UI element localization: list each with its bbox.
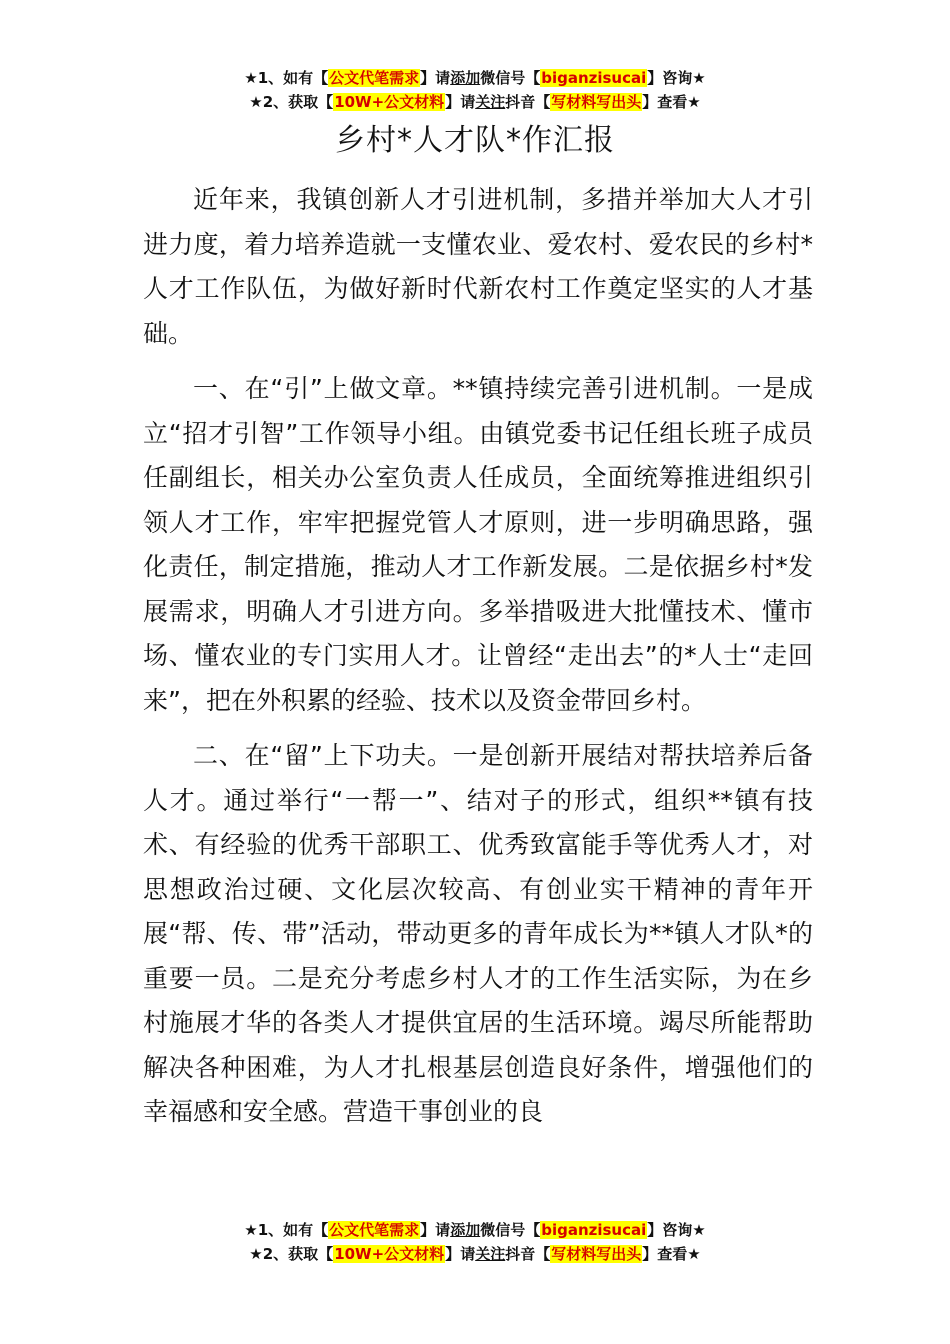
banner-text: 】请	[420, 1221, 451, 1239]
banner-highlight: biganzisucai	[541, 1221, 647, 1239]
banner-underline: 添加	[450, 1221, 481, 1239]
banner-highlight: biganzisucai	[541, 69, 647, 87]
banner-highlight: 公文代笔需求	[329, 69, 420, 87]
banner-highlight: 10W+公文材料	[334, 1245, 445, 1263]
banner-text: 】咨询★	[647, 69, 706, 87]
banner-highlight: 写材料写出头	[551, 1245, 642, 1263]
body-paragraph: 近年来，我镇创新人才引进机制，多措并举加大人才引进力度，着力培养造就一支懂农业、爱农村、爱农民的乡村*人才工作队伍，为做好新时代新农村工作奠定坚实的人才基础。	[143, 185, 813, 348]
banner-text: ★2、获取【	[249, 93, 334, 111]
banner-text: ★1、如有【	[244, 69, 329, 87]
banner-highlight: 公文代笔需求	[329, 1221, 420, 1239]
banner-text: 抖音【	[505, 1245, 551, 1263]
banner-text: ★2、获取【	[249, 1245, 334, 1263]
header-banner	[0, 66, 950, 114]
footer-banner	[0, 1218, 950, 1266]
banner-text: 】请	[445, 1245, 476, 1263]
banner-highlight: 写材料写出头	[551, 93, 642, 111]
body-paragraph: 二、在“留”上下功夫。一是创新开展结对帮扶培养后备人才。通过举行“一帮一”、结对子的形式，组织**镇有技术、有经验的优秀干部职工、优秀致富能手等优秀人才，对思想政治过硬、文化层次较高、有创业实干精神的青年开展“帮、传、带”活动，带动更多的青年成长为**镇人才队*的重要一员。二是充分考虑乡村人才的工作生活实际，为在乡村施展才华的各类人才提供宜居的生活环境。竭尽所能帮助解决各种困难，为人才扎根基层创造良好条件，增强他们的幸福感和安全感。营造干事创业的良	[143, 741, 813, 1126]
document-title: 乡村*人才队*作汇报	[335, 123, 615, 158]
banner-text: 】查看★	[642, 93, 701, 111]
banner-line-2	[0, 90, 950, 114]
banner-text: 】请	[420, 69, 451, 87]
banner-text: 】咨询★	[647, 1221, 706, 1239]
document-body	[143, 178, 813, 1146]
banner-text: ★1、如有【	[244, 1221, 329, 1239]
banner-text: 】请	[445, 93, 476, 111]
banner-underline: 添加	[450, 69, 481, 87]
banner-highlight: 10W+公文材料	[334, 93, 445, 111]
banner-underline: 关注	[475, 93, 506, 111]
banner-line-2	[0, 1242, 950, 1266]
banner-text: 微信号【	[480, 69, 541, 87]
banner-text: 微信号【	[480, 1221, 541, 1239]
banner-text: 抖音【	[505, 93, 551, 111]
banner-line-1	[0, 66, 950, 90]
banner-text: 】查看★	[642, 1245, 701, 1263]
banner-underline: 关注	[475, 1245, 506, 1263]
banner-line-1	[0, 1218, 950, 1242]
body-paragraph: 一、在“引”上做文章。**镇持续完善引进机制。一是成立“招才引智”工作领导小组。由镇党委书记任组长班子成员任副组长，相关办公室负责人任成员，全面统筹推进组织引领人才工作，牢牢把握党管人才原则，进一步明确思路，强化责任，制定措施，推动人才工作新发展。二是依据乡村*发展需求，明确人才引进方向。多举措吸进大批懂技术、懂市场、懂农业的专门实用人才。让曾经“走出去”的*人士“走回来”，把在外积累的经验、技术以及资金带回乡村。	[143, 374, 813, 715]
